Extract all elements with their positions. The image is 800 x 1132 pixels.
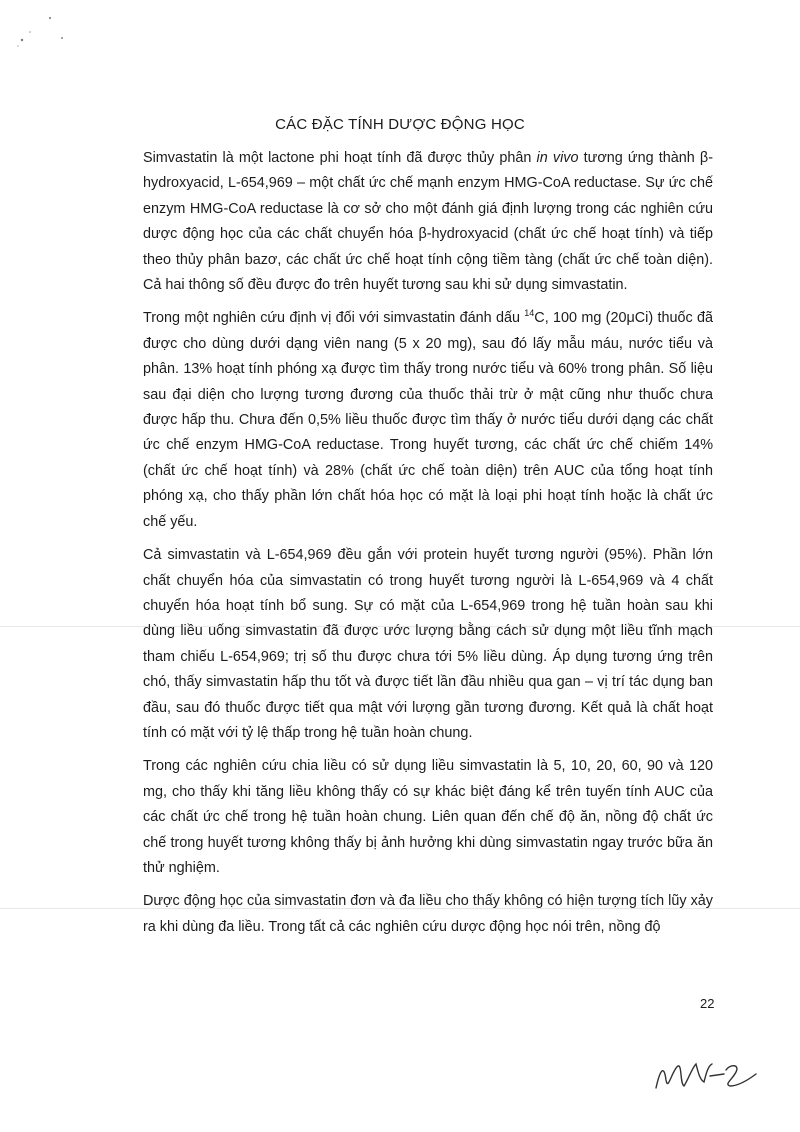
document-body — [143, 146, 713, 948]
page-number: 22 — [700, 996, 715, 1011]
isotope-superscript: 14 — [524, 308, 535, 319]
paragraph-2 — [143, 306, 713, 535]
paragraph-text: tương ứng thành β-hydroxyacid, L-654,969 – một chất ức chế mạnh enzym HMG-CoA reductase. Sự ức chế enzym HMG-CoA reductase là cơ sở cho một đánh giá định lượng trong các nghiên cứu dược động học của các chất chuyển hóa β-hydroxyacid (chất ức chế hoạt tính) và tiếp theo thủy phân bazơ, các chất ức chế hoạt tính cộng tiềm tàng (chất ức chế toàn diện). Cả hai thông số đều được đo trên huyết tương sau khi sử dụng simvastatin. — [143, 150, 713, 294]
paragraph-text: Simvastatin là một lactone phi hoạt tính đã được thủy phân — [143, 150, 537, 166]
paragraph-3: Cả simvastatin và L-654,969 đều gắn với protein huyết tương người (95%). Phần lớn chất chuyển hóa của simvastatin có trong huyết tương người là L-654,969 và 4 chất chuyển hóa hoạt tính bổ sung. Sự có mặt của L-654,969 trong hệ tuần hoàn sau khi dùng liều uống simvastatin đã được ước lượng bằng cách sử dụng một liều tĩnh mạch tham chiếu L-654,969; trị số thu được chưa tới 5% liều dùng. Áp dụng tương ứng trên chó, thấy simvastatin hấp thu tốt và được tiết lần đầu nhiều qua gan – vị trí tác dụng ban đầu, sau đó thuốc được tiết qua mật với lượng gần tương đương. Kết quả là chất hoạt tính có mặt với tỷ lệ thấp trong hệ tuần hoàn chung. — [143, 547, 713, 741]
paragraph-4: Trong các nghiên cứu chia liều có sử dụng liều simvastatin là 5, 10, 20, 60, 90 và 120 mg, cho thấy khi tăng liều không thấy có sự khác biệt đáng kể trên tuyến tính AUC của các chất ức chế trong hệ tuần hoàn chung. Liên quan đến chế độ ăn, nồng độ chất ức chế trong huyết tương không thấy bị ảnh hưởng khi dùng simvastatin ngay trước bữa ăn thử nghiệm. — [143, 758, 713, 876]
paragraph-text: Trong một nghiên cứu định vị đối với simvastatin đánh dấu — [143, 310, 525, 327]
scan-speckles — [10, 10, 70, 50]
paragraph-1 — [143, 146, 713, 298]
paragraph-text: C, 100 mg (20μCi) thuốc đã được cho dùng dưới dạng viên nang (5 x 20 mg), sau đó lấy mẫu máu, nước tiểu và phân. 13% hoạt tính phóng xạ được tìm thấy trong nước tiểu và 60% trong phân. Số liệu sau đại diện cho lượng tương đương của thuốc thải trừ ở mật cũng như thuốc chưa được hấp thu. Chưa đến 0,5% liều thuốc được tìm thấy ở nước tiểu dưới dạng các chất ức chế enzym HMG-CoA reductase. Trong huyết tương, các chất ức chế chiếm 14% (chất ức chế hoạt tính) và 28% (chất ức chế toàn diện) trên AUC của tổng hoạt tính phóng xạ, cho thấy phần lớn chất hóa học có mặt là loại phi hoạt tính hoặc là chất ức chế yếu. — [143, 310, 713, 530]
paragraph-italic-text: in vivo — [536, 150, 579, 166]
handwritten-signature — [650, 1050, 760, 1100]
paragraph-5: Dược động học của simvastatin đơn và đa liều cho thấy không có hiện tượng tích lũy xảy ra khi dùng đa liều. Trong tất cả các nghiên cứu dược động học nói trên, nồng độ — [143, 893, 713, 935]
document-title: CÁC ĐẶC TÍNH DƯỢC ĐỘNG HỌC — [275, 116, 525, 133]
